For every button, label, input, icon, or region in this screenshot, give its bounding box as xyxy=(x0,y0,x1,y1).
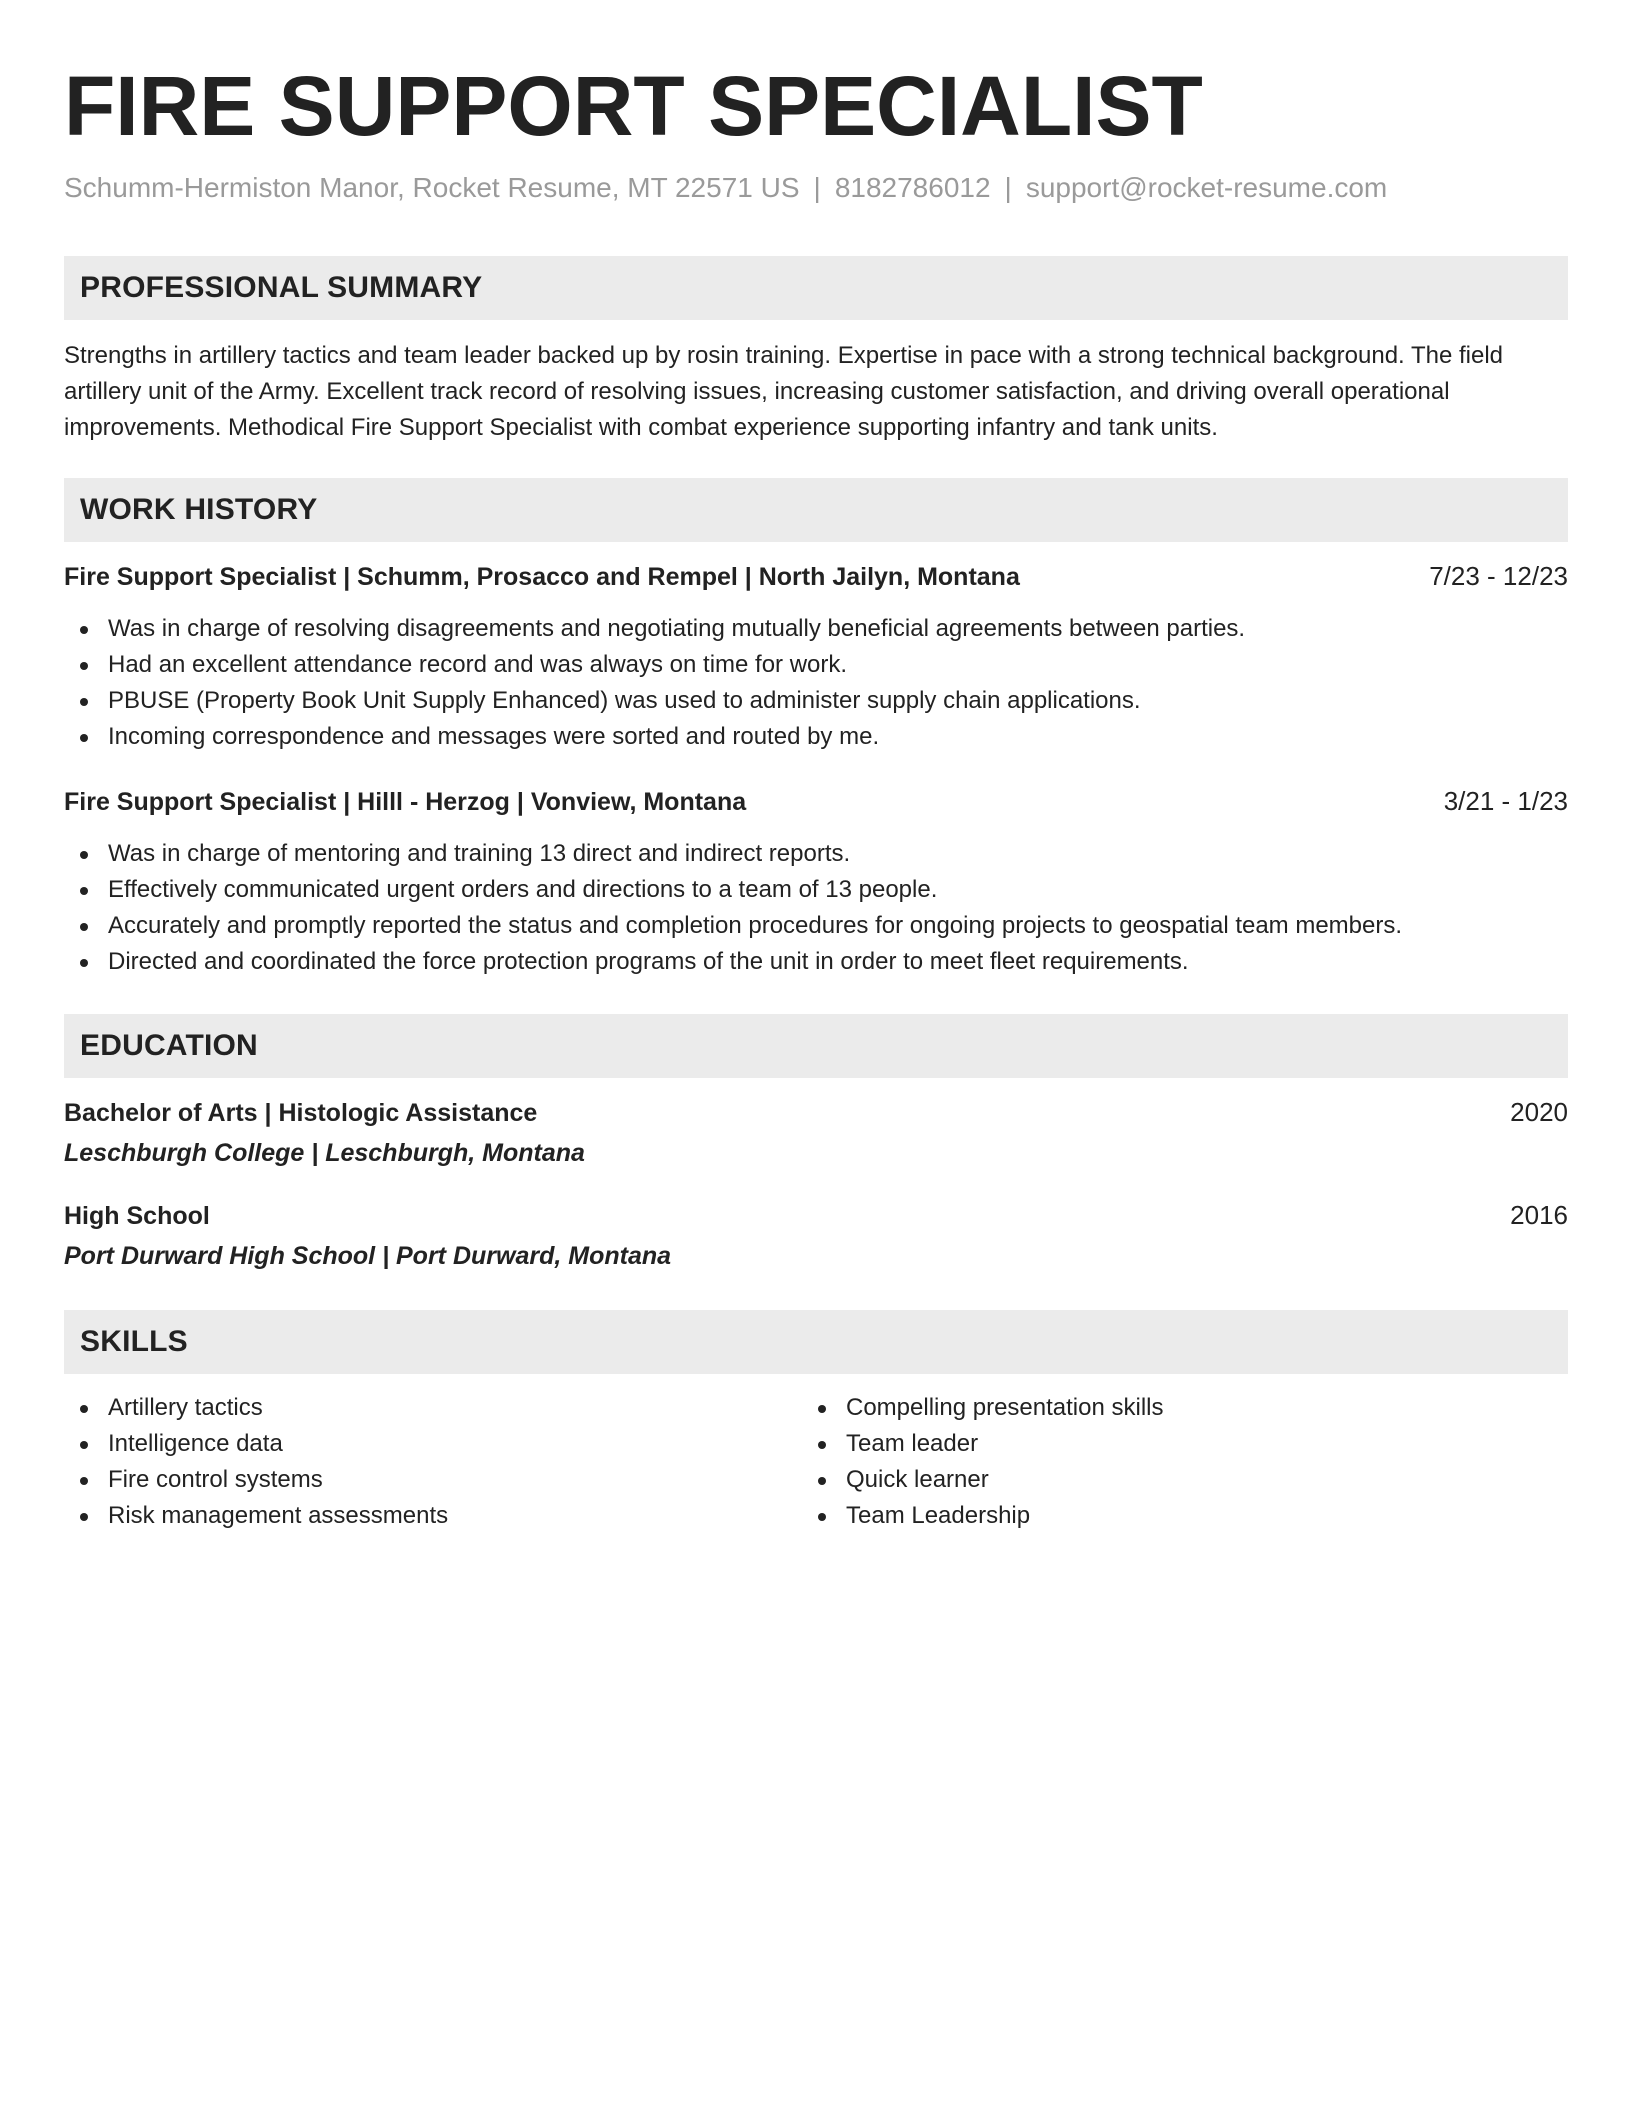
degree: High School xyxy=(64,1202,210,1230)
education-year: 2016 xyxy=(1510,1200,1568,1230)
skill-text: Compelling presentation skills xyxy=(846,1394,1164,1421)
job-title: Fire Support Specialist | Hilll - Herzog | Vonview, Montana xyxy=(64,788,747,816)
skill-text: Risk management assessments xyxy=(108,1502,449,1529)
job-dates: 7/23 - 12/23 xyxy=(1429,561,1568,591)
contact-separator: | xyxy=(813,172,821,203)
skill-text: Artillery tactics xyxy=(108,1394,263,1421)
job-dates: 3/21 - 1/23 xyxy=(1443,786,1568,816)
bullet-item xyxy=(64,944,1568,980)
skills-left-column xyxy=(64,1390,802,1534)
education-header-row xyxy=(64,1094,1568,1131)
bullet-dot xyxy=(80,698,88,706)
school: Leschburgh College | Leschburgh, Montana xyxy=(64,1139,585,1167)
skill-text: Intelligence data xyxy=(108,1430,283,1457)
bullet-text: Directed and coordinated the force protection programs of the unit in order to meet fleet requirements. xyxy=(108,948,1189,975)
job-bullets xyxy=(64,611,1568,755)
bullet-dot xyxy=(818,1513,826,1521)
bullet-dot xyxy=(80,959,88,967)
bullet-dot xyxy=(818,1477,826,1485)
skills-columns xyxy=(64,1390,1568,1534)
bullet-text: Was in charge of resolving disagreements and negotiating mutually beneficial agreements between parties. xyxy=(108,615,1246,642)
bullet-text: PBUSE (Property Book Unit Supply Enhanced) was used to administer supply chain applications. xyxy=(108,687,1141,714)
job-entry xyxy=(64,558,1568,755)
bullet-item xyxy=(64,683,1568,719)
skill-item xyxy=(64,1498,802,1534)
skill-item xyxy=(64,1390,802,1426)
degree: Bachelor of Arts | Histologic Assistance xyxy=(64,1099,538,1127)
bullet-dot xyxy=(80,1513,88,1521)
bullet-dot xyxy=(818,1405,826,1413)
bullet-dot xyxy=(80,887,88,895)
bullet-text: Was in charge of mentoring and training 13 direct and indirect reports. xyxy=(108,840,851,867)
skill-text: Fire control systems xyxy=(108,1466,323,1493)
bullet-item xyxy=(64,647,1568,683)
bullet-dot xyxy=(80,626,88,634)
contact-address: Schumm-Hermiston Manor, Rocket Resume, MT 22571 US xyxy=(64,172,800,203)
bullet-text: Accurately and promptly reported the status and completion procedures for ongoing projects to geospatial team members. xyxy=(108,912,1403,939)
skill-text: Team leader xyxy=(846,1430,979,1457)
summary-text: Strengths in artillery tactics and team leader backed up by rosin training. Expertise in pace with a strong technical background. The field artillery unit of the Army. Excellent track record of resolving issues, increasing customer satisfaction, and driving overall operational improvements. Methodical Fire Support Specialist with combat experience supporting infantry and tank units. xyxy=(64,342,1504,441)
skill-item xyxy=(802,1498,1540,1534)
job-bullets xyxy=(64,836,1568,980)
skills-heading: SKILLS xyxy=(64,1310,1568,1374)
bullet-dot xyxy=(818,1441,826,1449)
bullet-dot xyxy=(80,734,88,742)
bullet-item xyxy=(64,836,1568,872)
resume-name: FIRE SUPPORT SPECIALIST xyxy=(64,59,1203,153)
skill-item xyxy=(64,1462,802,1498)
school: Port Durward High School | Port Durward, Montana xyxy=(64,1242,672,1270)
skill-item xyxy=(802,1390,1540,1426)
education-entry xyxy=(64,1094,1568,1171)
skill-item xyxy=(802,1462,1540,1498)
skill-text: Team Leadership xyxy=(846,1502,1031,1529)
bullet-dot xyxy=(80,662,88,670)
job-title: Fire Support Specialist | Schumm, Prosacco and Rempel | North Jailyn, Montana xyxy=(64,563,1020,591)
contact-line xyxy=(64,170,1568,206)
skill-item xyxy=(802,1426,1540,1462)
bullet-dot xyxy=(80,1405,88,1413)
summary-heading: PROFESSIONAL SUMMARY xyxy=(64,256,1568,320)
bullet-dot xyxy=(80,923,88,931)
bullet-dot xyxy=(80,1477,88,1485)
work-history-heading: WORK HISTORY xyxy=(64,478,1568,542)
job-entry xyxy=(64,783,1568,980)
bullet-item xyxy=(64,872,1568,908)
bullet-item xyxy=(64,719,1568,755)
contact-phone: 8182786012 xyxy=(834,172,991,203)
bullet-text: Effectively communicated urgent orders and directions to a team of 13 people. xyxy=(108,876,938,903)
bullet-dot xyxy=(80,1441,88,1449)
skills-right-column xyxy=(802,1390,1540,1534)
contact-separator: | xyxy=(1004,172,1012,203)
job-header-row xyxy=(64,558,1568,595)
bullet-dot xyxy=(80,851,88,859)
skill-item xyxy=(64,1426,802,1462)
bullet-text: Had an excellent attendance record and was always on time for work. xyxy=(108,651,848,678)
education-year: 2020 xyxy=(1510,1097,1568,1127)
education-heading: EDUCATION xyxy=(64,1014,1568,1078)
bullet-item xyxy=(64,908,1568,944)
skill-text: Quick learner xyxy=(846,1466,989,1493)
education-entry xyxy=(64,1197,1568,1274)
job-header-row xyxy=(64,783,1568,820)
bullet-item xyxy=(64,611,1568,647)
contact-email: support@rocket-resume.com xyxy=(1025,172,1388,203)
education-header-row xyxy=(64,1197,1568,1234)
bullet-text: Incoming correspondence and messages were sorted and routed by me. xyxy=(108,723,880,750)
